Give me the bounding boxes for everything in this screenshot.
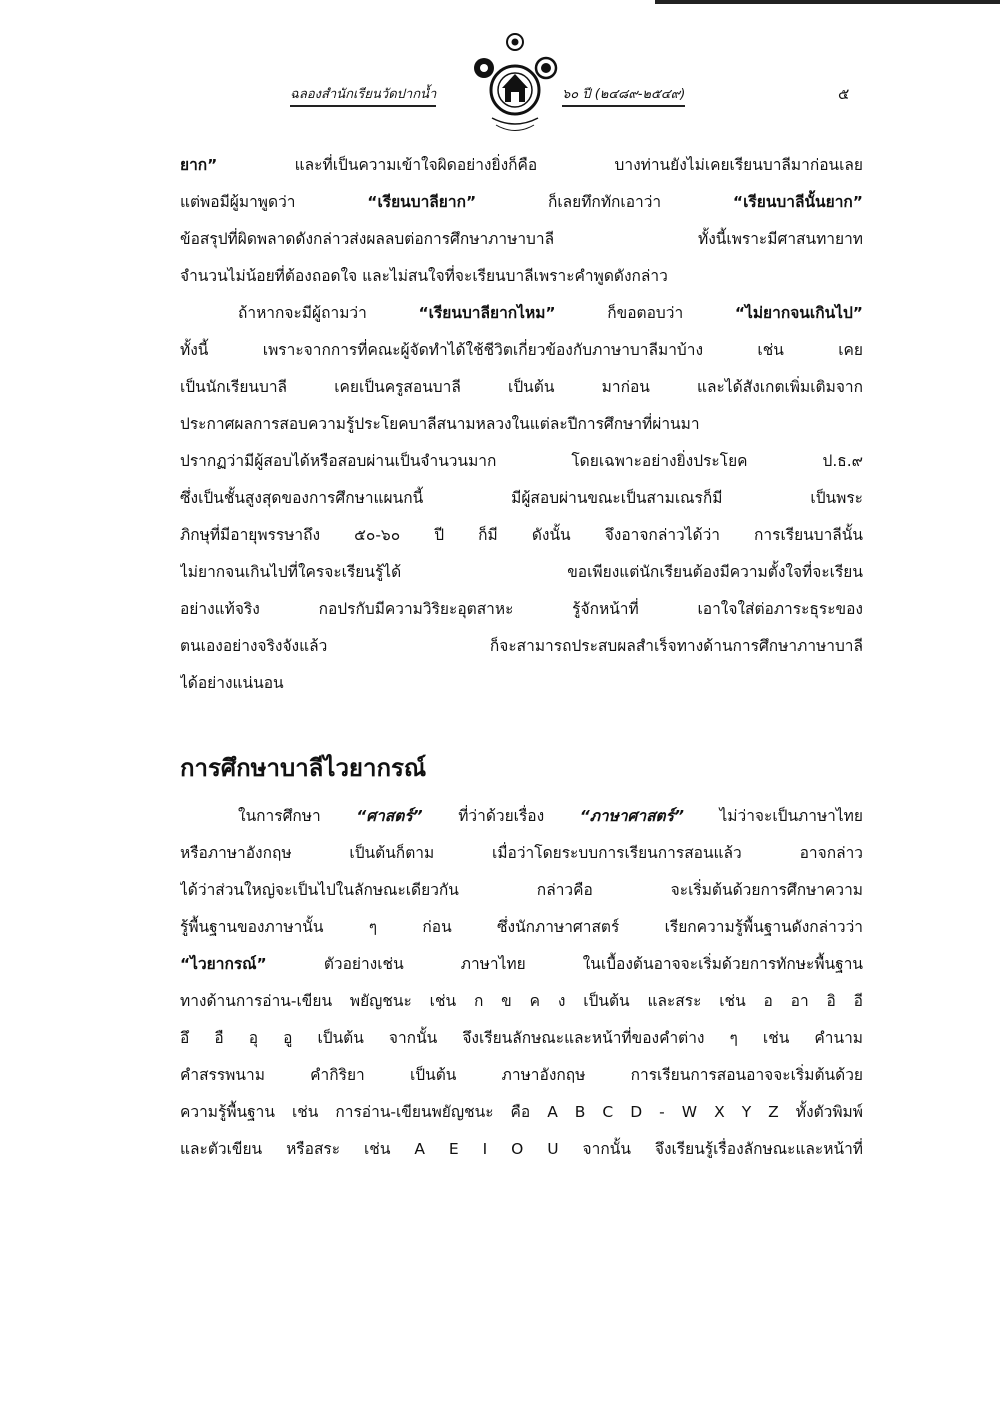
text-run: ตัวอย่างเช่น ภาษาไทย ในเบื้องต้นอาจจะเริ่มด้วยการทักษะพื้นฐาน [266,955,863,973]
text-line [180,184,863,221]
text-run: ก็ขอตอบว่า [555,304,735,322]
text-line [180,909,863,946]
paragraph [180,147,863,295]
text-run: และที่เป็นความเข้าใจผิดอย่างยิ่งก็คือ บางท่านยังไม่เคยเรียนบาลีมาก่อนเลย [217,156,863,174]
emphasis-text: “เรียนบาลียากไหม” [418,304,556,322]
text-run: ในการศึกษา [238,807,357,825]
text-run: ก็เลยทึกทักเอาว่า [476,193,733,211]
text-line [180,872,863,909]
text-line [180,258,863,295]
emphasis-text: “เรียนบาลียาก” [367,193,477,211]
text-line [180,406,863,443]
header-right-caption: ๖๐ ปี (๒๔๘๙-๒๕๔๙) [562,83,685,107]
text-line [180,147,863,184]
section-heading: การศึกษาบาลีไวยากรณ์ [180,754,427,782]
text-run: ความรู้พื้นฐาน เช่น การอ่าน-เขียนพยัญชนะ คือ A B C D - W X Y Z ทั้งตัวพิมพ์ [180,1103,863,1121]
section-paragraph [180,798,863,1168]
text-line [180,554,863,591]
text-line [180,332,863,369]
text-line [180,1020,863,1057]
text-run: ตนเองอย่างจริงจังแล้ว ก็จะสามารถประสบผลสำเร็จทางด้านการศึกษาภาษาบาลี [180,637,863,655]
text-line [180,480,863,517]
temple-emblem-icon [470,30,560,140]
text-run: จำนวนไม่น้อยที่ต้องถอดใจ และไม่สนใจที่จะเรียนบาลีเพราะคำพูดดังกล่าว [180,267,668,285]
page-header [290,30,880,140]
text-line [180,946,863,983]
emphasis-text: “ไวยากรณ์” [180,955,267,973]
text-run: อย่างแท้จริง กอปรกับมีความวิริยะอุตสาหะ รู้จักหน้าที่ เอาใจใส่ต่อภาระธุระของ [180,600,863,618]
text-run: คำสรรพนาม คำกิริยา เป็นต้น ภาษาอังกฤษ การเรียนการสอนอาจจะเริ่มต้นด้วย [180,1066,863,1084]
section-spacer [180,702,863,740]
page-number: ๕ [838,85,850,103]
paragraph [180,295,863,702]
text-run: ทั้งนี้ เพราะจากการที่คณะผู้จัดทำได้ใช้ชีวิตเกี่ยวข้องกับภาษาบาลีมาบ้าง เช่น เคย [180,341,863,359]
text-line [180,517,863,554]
text-line [180,798,863,835]
text-run: ได้ว่าส่วนใหญ่จะเป็นไปในลักษณะเดียวกัน กล่าวคือ จะเริ่มต้นด้วยการศึกษาความ [180,881,863,899]
text-line [180,369,863,406]
text-run: ข้อสรุปที่ผิดพลาดดังกล่าวส่งผลลบต่อการศึกษาภาษาบาลี ทั้งนี้เพราะมีศาสนทายาท [180,230,863,248]
emphasis-text: “เรียนบาลีนั้นยาก” [732,193,863,211]
header-left-caption: ฉลองสำนักเรียนวัดปากน้ำ [290,83,436,107]
text-run: ปรากฏว่ามีผู้สอบได้หรือสอบผ่านเป็นจำนวนมาก โดยเฉพาะอย่างยิ่งประโยค ป.ธ.๙ [180,452,863,470]
top-border-line [655,0,1000,4]
text-run: และตัวเขียน หรือสระ เช่น A E I O U จากนั้น จึงเรียนรู้เรื่องลักษณะและหน้าที่ [180,1140,863,1158]
text-line [180,835,863,872]
text-line [180,591,863,628]
text-run: รู้พื้นฐานของภาษานั้น ๆ ก่อน ซึ่งนักภาษาศาสตร์ เรียกความรู้พื้นฐานดังกล่าวว่า [180,918,863,936]
emphasis-text: “ศาสตร์” [356,807,423,825]
text-run: ถ้าหากจะมีผู้ถามว่า [238,304,419,322]
emphasis-text: “ภาษาศาสตร์” [579,807,684,825]
text-run: ทางด้านการอ่าน-เขียน พยัญชนะ เช่น ก ข ค ง เป็นต้น และสระ เช่น อ อา อิ อี [180,992,863,1010]
text-line [180,1131,863,1168]
text-run: ภิกษุที่มีอายุพรรษาถึง ๕๐-๖๐ ปี ก็มี ดังนั้น จึงอาจกล่าวได้ว่า การเรียนบาลีนั้น [180,526,863,544]
text-line [180,443,863,480]
text-line [180,295,863,332]
text-run: ไม่ว่าจะเป็นภาษาไทย [683,807,863,825]
emphasis-text: ยาก” [180,156,218,174]
body-text [180,147,863,1168]
text-run: เป็นนักเรียนบาลี เคยเป็นครูสอนบาลี เป็นต้น มาก่อน และได้สังเกตเพิ่มเติมจาก [180,378,863,396]
emphasis-text: “ไม่ยากจนเกินไป” [734,304,863,322]
text-run: ซึ่งเป็นชั้นสูงสุดของการศึกษาแผนกนี้ มีผู้สอบผ่านขณะเป็นสามเณรก็มี เป็นพระ [180,489,863,507]
text-run: ที่ว่าด้วยเรื่อง [422,807,580,825]
text-line [180,1094,863,1131]
text-line [180,221,863,258]
text-line [180,983,863,1020]
text-run: ไม่ยากจนเกินไปที่ใครจะเรียนรู้ได้ ขอเพียงแต่นักเรียนต้องมีความตั้งใจที่จะเรียน [180,563,863,581]
text-line [180,628,863,665]
text-run: อึ อื อุ อู เป็นต้น จากนั้น จึงเรียนลักษณะและหน้าที่ของคำต่าง ๆ เช่น คำนาม [180,1029,863,1047]
text-line [180,665,863,702]
text-run: ประกาศผลการสอบความรู้ประโยคบาลีสนามหลวงในแต่ละปีการศึกษาที่ผ่านมา [180,415,700,433]
text-run: หรือภาษาอังกฤษ เป็นต้นก็ตาม เมื่อว่าโดยระบบการเรียนการสอนแล้ว อาจกล่าว [180,844,863,862]
text-run: ได้อย่างแน่นอน [180,674,284,692]
text-run: แต่พอมีผู้มาพูดว่า [180,193,368,211]
text-line [180,1057,863,1094]
